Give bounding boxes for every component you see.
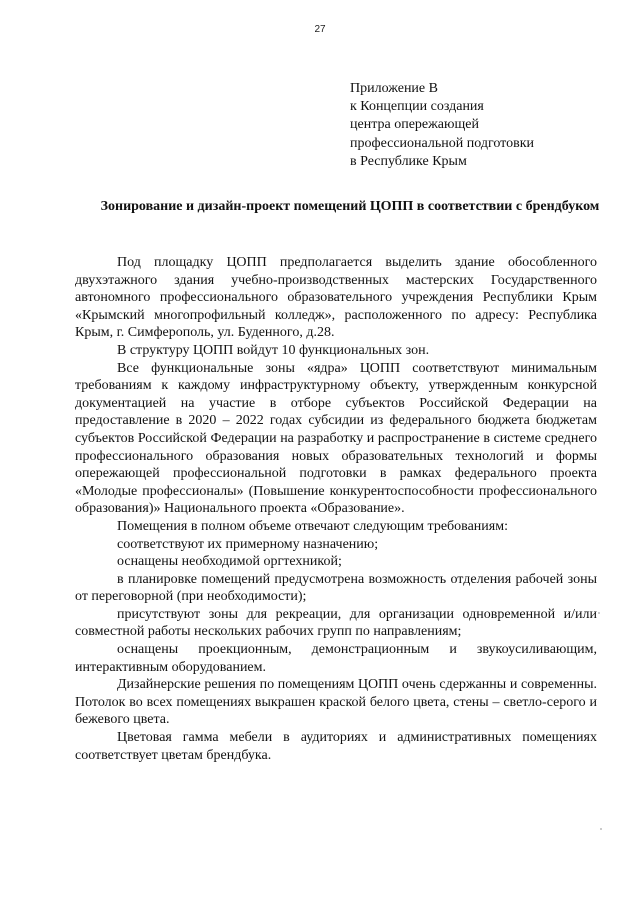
- appendix-line: в Республике Крым: [350, 153, 467, 169]
- list-item: в планировке помещений предусмотрена возможность отделения рабочей зоны от переговорной (при необходимости);: [75, 571, 597, 605]
- paragraph: В структуру ЦОПП войдут 10 функциональных зон.: [117, 342, 430, 358]
- appendix-line: профессиональной подготовки: [350, 135, 534, 151]
- appendix-line: к Концепции создания: [350, 99, 484, 115]
- page-number: 27: [314, 24, 326, 35]
- appendix-header: [350, 80, 610, 171]
- list-item: соответствуют их примерному назначению;: [117, 536, 379, 552]
- paragraph: Дизайнерские решения по помещениям ЦОПП очень сдержанны и современны. Потолок во всех помещениях выкрашен краской белого цвета, стены – светло-серого и бежевого цвета.: [75, 677, 597, 728]
- list-item: присутствуют зоны для рекреации, для организации одновременной и/или совместной работы нескольких рабочих групп по направлениям;: [75, 606, 597, 640]
- scan-speck: [600, 828, 602, 830]
- appendix-line: центра опережающей: [350, 117, 479, 133]
- list-item: оснащены проекционным, демонстрационным и звукоусиливающим, интерактивным оборудованием.: [75, 642, 597, 675]
- paragraph: Под площадку ЦОПП предполагается выделить здание обособленного двухэтажного здания учебно-производственных мастерских Государственного автономного профессионального образовательного учреждения Республики Крым «Крымский многопрофильный колледж», расположенного по адресу: Республика Крым, г. Симферополь, ул. Буденного, д.28.: [75, 255, 597, 341]
- paragraph: Цветовая гамма мебели в аудиториях и административных помещениях соответствует цветам брендбука.: [75, 730, 597, 763]
- appendix-line: Приложение В: [350, 81, 438, 96]
- section-title: Зонирование и дизайн-проект помещений ЦОПП в соответствии с брендбуком: [100, 199, 600, 214]
- list-item: оснащены необходимой оргтехникой;: [117, 554, 342, 570]
- scan-speck: [598, 612, 600, 614]
- paragraph: Все функциональные зоны «ядра» ЦОПП соответствуют минимальным требованиям к каждому инфраструктурному объекту, утвержденным конкурсной документацией на участие в отборе субъектов Российской Федерации на предоставление в 2020 – 2022 годах субсидии из федерального бюджета бюджетам субъектов Российской Федерации на разработку и распространение в системе среднего профессионального образования новых образовательных технологий и формы опережающей профессиональной подготовки в рамках федерального проекта «Молодые профессионалы» (Повышение конкурентоспособности профессионального образования)» Национального проекта «Образование».: [75, 360, 597, 517]
- paragraph: Помещения в полном объеме отвечают следующим требованиям:: [117, 518, 508, 534]
- body-text: [75, 254, 597, 764]
